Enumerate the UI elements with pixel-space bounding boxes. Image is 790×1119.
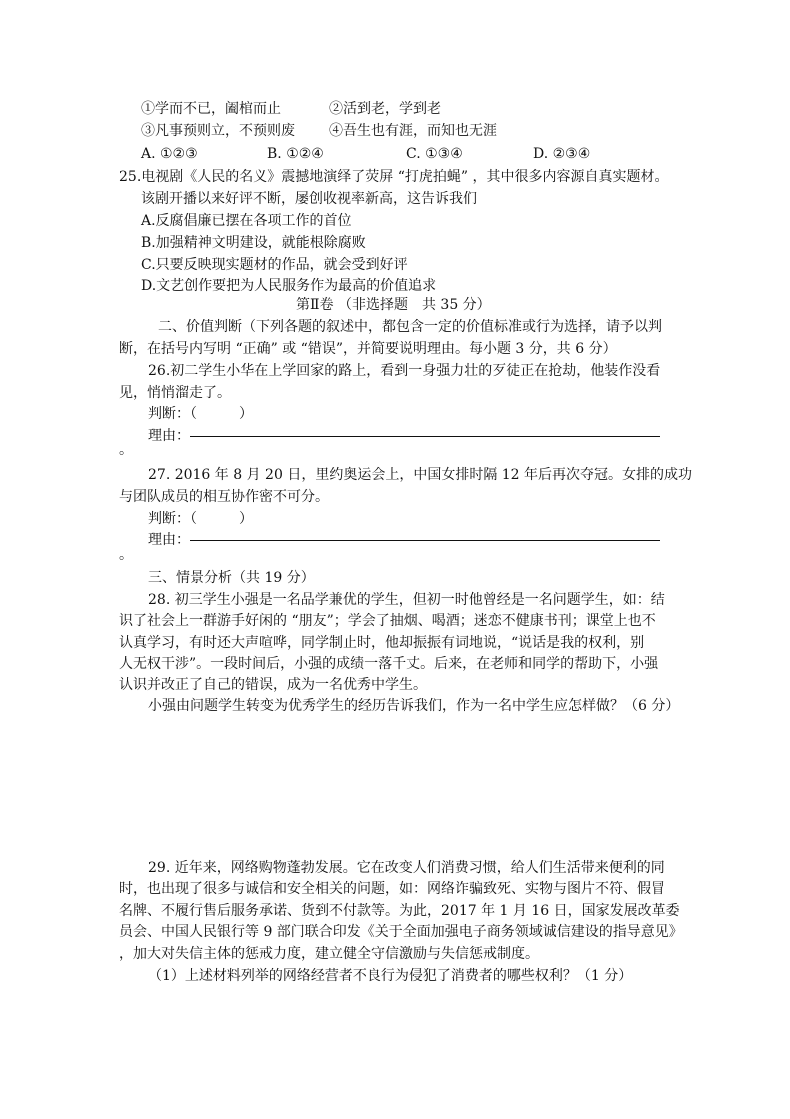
q24-option-b: B. ①②④	[267, 146, 324, 162]
q26-stem-line-2: 见，悄悄溜走了。	[119, 385, 231, 401]
q26-answer-line	[190, 436, 660, 437]
q28-stem-line-4: 人无权干涉”。一段时间后，小强的成绩一落千丈。后来，在老师和同学的帮助下，小强	[119, 656, 659, 672]
q27-stem-line-1: 27. 2016 年 8 月 20 日，里约奥运会上，中国女排时隔 12 年后再次夺冠。女排的成功	[148, 467, 693, 483]
q26-stem-line-1: 26.初二学生小华在上学回家的路上，看到一身强力壮的歹徒正在抢劫，他装作没看	[148, 363, 661, 379]
q24-option-c: C. ①③④	[406, 146, 463, 162]
q27-answer-line	[190, 540, 660, 541]
q27-stem-line-2: 与团队成员的相互协作密不可分。	[119, 489, 329, 505]
q26-end-mark: 。	[119, 442, 133, 458]
q27-end-mark: 。	[119, 547, 133, 563]
part2-title: 第Ⅱ卷 （非选择题 共 35 分）	[296, 297, 491, 313]
q28-question: 小强由问题学生转变为优秀学生的经历告诉我们，作为一名中学生应怎样做？（6 分）	[148, 698, 680, 714]
q29-stem-line-5: ，加大对失信主体的惩戒力度，建立健全守信激励与失信惩戒制度。	[119, 946, 539, 962]
q25-stem-line-1: 25.电视剧《人民的名义》震撼地演绎了荧屏 “打虎拍蝇” ，其中很多内容源自真实题材。	[119, 169, 669, 185]
q27-judgment-label: 判断：（ ）	[148, 511, 253, 527]
q24-item-1: ①学而不已，阖棺而止	[141, 101, 281, 117]
q25-option-c: C.只要反映现实题材的作品，就会受到好评	[141, 257, 408, 273]
q25-stem-line-2: 该剧开播以来好评不断，屡创收视率新高，这告诉我们	[141, 191, 477, 207]
q29-stem-line-1: 29. 近年来，网络购物蓬勃发展。它在改变人们消费习惯，给人们生活带来便利的同	[148, 860, 665, 876]
section2-instructions-line-1: 二、价值判断（下列各题的叙述中，都包含一定的价值标准或行为选择，请予以判	[158, 319, 662, 335]
q24-item-4: ④吾生也有涯，而知也无涯	[329, 123, 497, 139]
q26-reason-label: 理由：	[148, 428, 190, 444]
section2-instructions-line-2: 断，在括号内写明 “正确” 或 “错误”，并简要说明理由。每小题 3 分，共 6 分）	[119, 341, 617, 357]
q25-option-a: A.反腐倡廉已摆在各项工作的首位	[141, 213, 352, 229]
q24-option-a: A. ①②③	[141, 146, 198, 162]
q29-stem-line-2: 时，也出现了很多与诚信和安全相关的问题，如：网络诈骗致死、实物与图片不符、假冒	[119, 881, 665, 897]
q25-option-b: B.加强精神文明建设，就能根除腐败	[141, 235, 366, 251]
section3-title: 三、情景分析（共 19 分）	[148, 570, 315, 586]
q28-stem-line-2: 识了社会上一群游手好闲的 “朋友”；学会了抽烟、喝酒；迷恋不健康书刊；课堂上也不	[119, 613, 656, 629]
q29-subquestion-1: （1）上述材料列举的网络经营者不良行为侵犯了消费者的哪些权利？（1 分）	[148, 968, 633, 984]
q28-stem-line-3: 认真学习，有时还大声喧哗，同学制止时，他却振振有词地说，“说话是我的权利，别	[119, 635, 645, 651]
q29-stem-line-4: 员会、中国人民银行等 9 部门联合印发《关于全面加强电子商务领域诚信建设的指导意见》	[119, 924, 683, 940]
q24-item-3: ③凡事预则立，不预则废	[141, 123, 295, 139]
q28-stem-line-5: 认识并改正了自己的错误，成为一名优秀中学生。	[119, 677, 427, 693]
q27-reason-label: 理由：	[148, 532, 190, 548]
q28-stem-line-1: 28. 初三学生小强是一名品学兼优的学生，但初一时他曾经是一名问题学生，如：结	[148, 592, 665, 608]
q24-option-d: D. ②③④	[533, 146, 591, 162]
q26-judgment-label: 判断：（ ）	[148, 406, 253, 422]
q25-option-d: D.文艺创作要把为人民服务作为最高的价值追求	[141, 278, 437, 294]
q24-item-2: ②活到老，学到老	[329, 101, 441, 117]
q29-stem-line-3: 名牌、不履行售后服务承诺、货到不付款等。为此，2017 年 1 月 16 日，国家发展改革委	[119, 903, 680, 919]
